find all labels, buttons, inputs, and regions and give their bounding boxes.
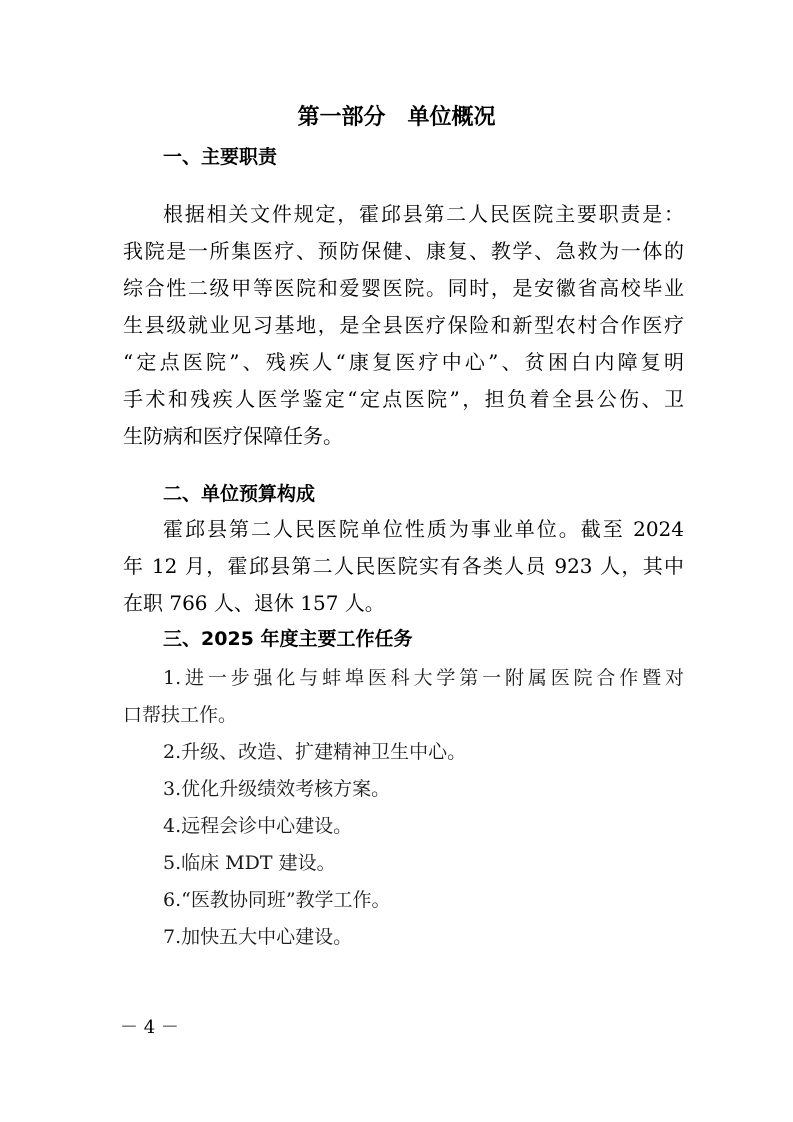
section-heading-budget-composition: 二、单位预算构成 [163,483,316,505]
paragraph-line: 在职 766 人、退休 157 人。 [123,591,385,615]
task-list-item: 口帮扶工作。 [123,704,238,726]
paragraph-line: 霍邱县第二人民医院单位性质为事业单位。截至 2024 [163,517,684,541]
task-list-item: 1.进一步强化与蚌埠医科大学第一附属医院合作暨对 [163,667,684,689]
task-list-item: 3.优化升级绩效考核方案。 [163,778,391,800]
section-heading-work-tasks: 三、2025 年度主要工作任务 [163,628,413,650]
task-list-item: 5.临床 MDT 建设。 [163,852,336,874]
paragraph-line: 根据相关文件规定，霍邱县第二人民医院主要职责是： [163,202,684,226]
paragraph-line: 年 12 月，霍邱县第二人民医院实有各类人员 923 人，其中 [123,554,684,578]
page-title: 第一部分 单位概况 [297,105,496,130]
paragraph-line: 生防病和医疗保障任务。 [123,424,343,448]
task-list-item: 2.升级、改造、扩建精神卫生中心。 [163,741,467,763]
paragraph-line: 综合性二级甲等医院和爱婴医院。同时，是安徽省高校毕业 [123,276,684,300]
paragraph-line: 我院是一所集医疗、预防保健、康复、教学、急救为一体的 [123,239,684,263]
task-list-item: 4.远程会诊中心建设。 [163,815,353,837]
page-number: － 4 － [120,1017,179,1038]
paragraph-line: “定点医院”、残疾人“康复医疗中心”、贫困白内障复明 [123,350,684,374]
section-heading-main-duties: 一、主要职责 [163,146,278,168]
task-list-item: 6.“医教协同班”教学工作。 [163,889,391,911]
paragraph-line: 手术和残疾人医学鉴定“定点医院”，担负着全县公伤、卫 [123,387,684,411]
paragraph-line: 生县级就业见习基地，是全县医疗保险和新型农村合作医疗 [123,313,684,337]
task-list-item: 7.加快五大中心建设。 [163,926,353,948]
